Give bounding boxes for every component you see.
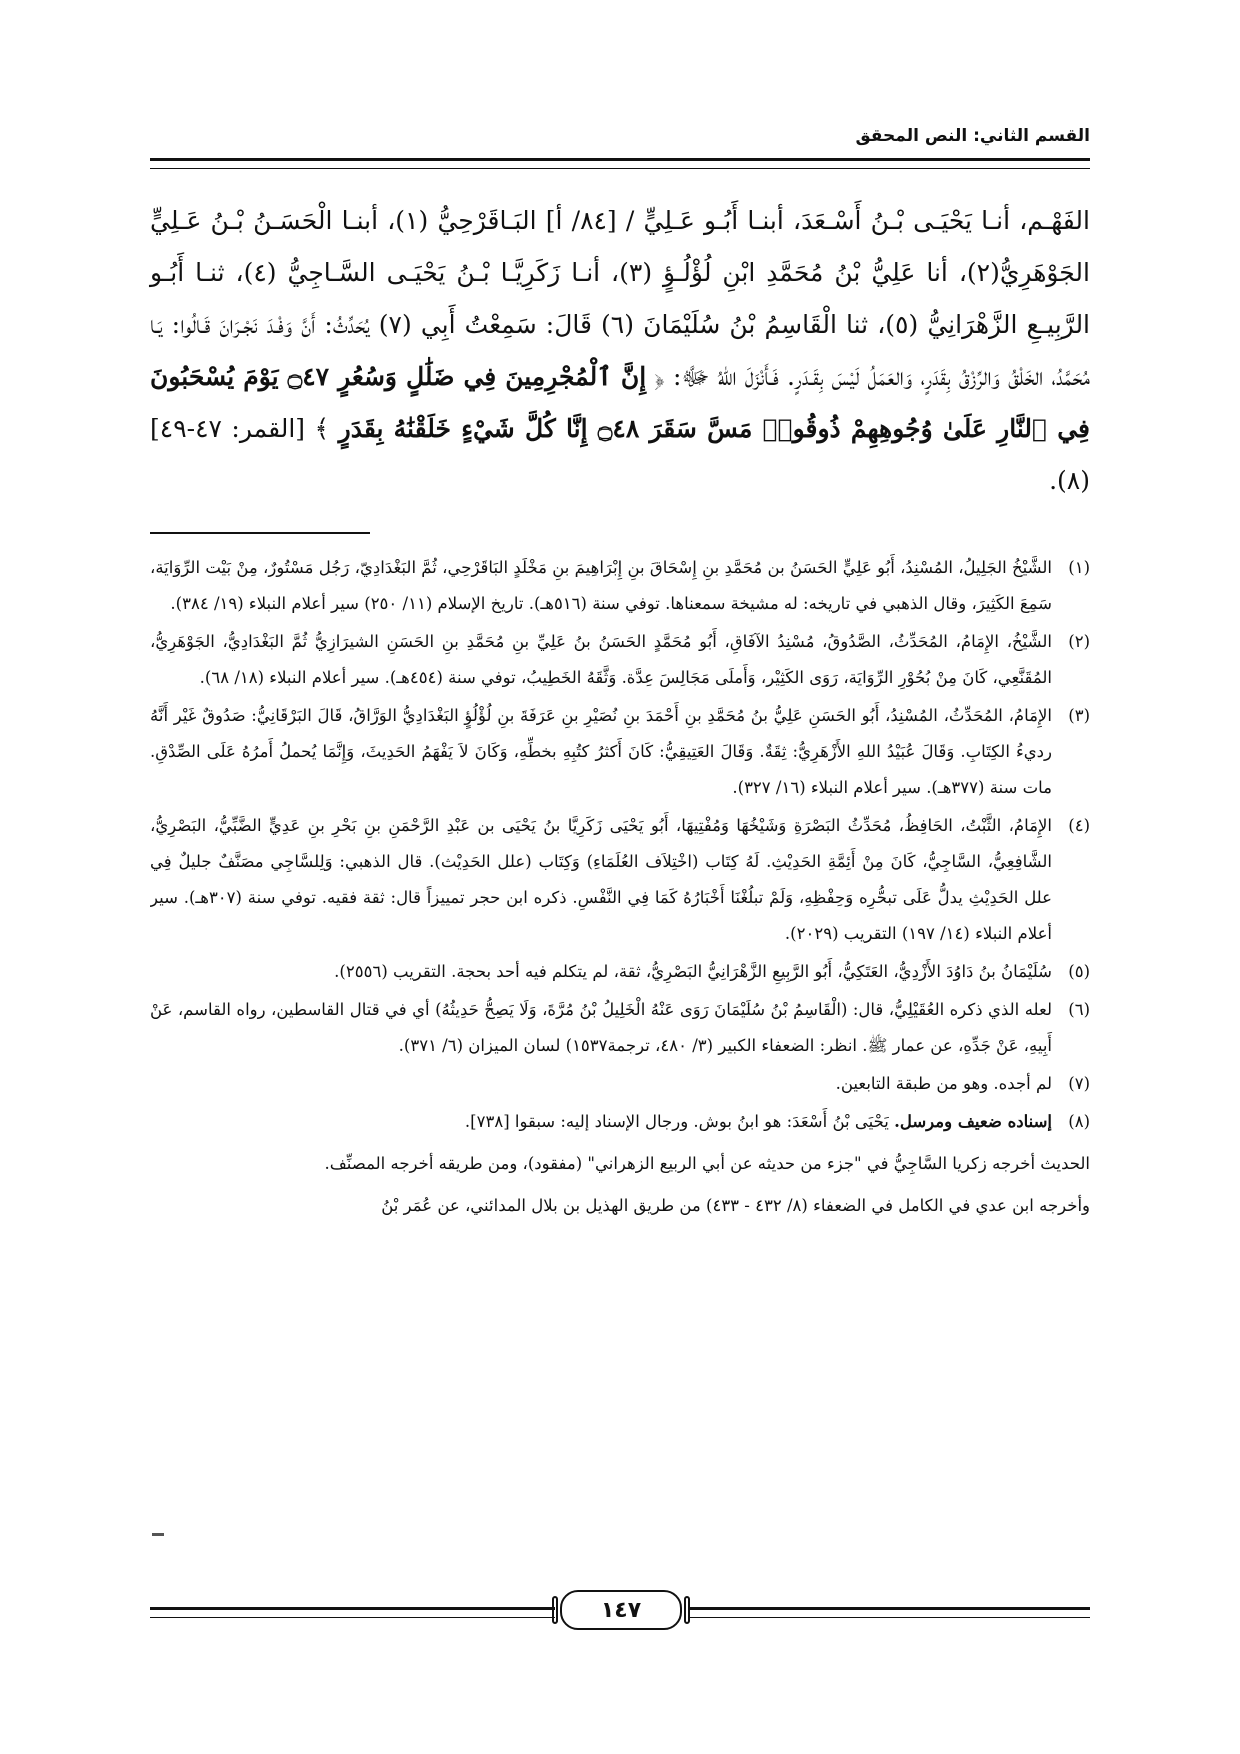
header-divider — [150, 158, 1090, 169]
continuation-dash — [152, 1533, 164, 1536]
footer-divider-right — [688, 1607, 1090, 1618]
footnote-2 — [150, 624, 1090, 696]
footnote-5 — [150, 954, 1090, 990]
main-paragraph — [150, 195, 1090, 507]
footnote-text: الشَّيْخُ الجَلِيلُ، المُسْنِدُ، أَبُو عَلِيٍّ الحَسَنُ بن مُحَمَّدِ بنِ إِسْحَاقَ بنِ إِبْرَاهِيمَ بنِ مَخْلَدٍ البَاقَرْحِي، ثُمَّ البَغْدَادِيّ، رَجُل مَسْتُورٌ، مِنْ بَيْت الرِّوَايَة، سَمِعَ الكَثِيرَ، وقال الذهبي في تاريخه: له مشيخة سمعناها. توفي سنة (٥١٦هـ). تاريخ الإسلام (١١/ ٢٥٠) سير أعلام النبلاء (١٩/ ٣٨٤). — [150, 558, 1052, 613]
footnotes — [150, 550, 1090, 1505]
footnote-marker: (٥) — [1068, 962, 1090, 981]
footnote-4 — [150, 808, 1090, 952]
footnote-8 — [150, 1104, 1090, 1140]
section-title: القسم الثاني: النص المحقق — [855, 126, 1090, 146]
footnote-7 — [150, 1066, 1090, 1102]
footnote-marker: (٤) — [1068, 816, 1090, 835]
footnote-text: يَحْيَى بْنُ أَسْعَدَ: هو ابنُ بوش. ورجال الإسناد إليه: سبقوا [٧٣٨]. — [464, 1112, 895, 1131]
footer-divider-left — [150, 1607, 555, 1618]
footnote-text: لعله الذي ذكره العُقَيْلِيُّ، قال: (الْقَاسِمُ بْنُ سُلَيْمَانَ رَوَى عَنْهُ الْخَلِيلُ بْنُ مُرَّةَ، وَلَا يَصِحُّ حَدِيثُهُ) أي في قتال القاسطين، رواه القاسم، عَنْ أَبِيهِ، عَنْ جَدِّهِ، عن عمار ﷺ. انظر: الضعفاء الكبير (٣/ ٤٨٠، ترجمة١٥٣٧) لسان الميزان (٦/ ٣٧١). — [150, 1000, 1052, 1055]
footnote-marker: (٧) — [1068, 1074, 1090, 1093]
footnote-text: الشَّيْخُ، الإِمَامُ، المُحَدِّثُ، الصَّدُوقُ، مُسْنِدُ الآفَاقِ، أَبُو مُحَمَّدٍ الحَسَنُ بنُ عَلِيِّ بنِ مُحَمَّدِ بنِ الحَسَنِ الشيرَازِيُّ ثُمَّ البَغْدَادِيُّ، الجَوْهَرِيُّ، المُقَنَّعِي، كَانَ مِنْ بُحُوْرِ الرِّوَايَة، رَوَى الكَثِيْر، وَأَملَى مَجَالِسَ عِدَّة. وَثَّقَهُ الخَطِيبُ، توفي سنة (٤٥٤هـ). سير أعلام النبلاء (١٨/ ٦٨). — [150, 632, 1052, 687]
footnote-6 — [150, 992, 1090, 1064]
main-paragraph-text: الفَهْـم، أنـا يَحْيَـى بْـنُ أَسْـعَدَ، أبنـا أَبُـو عَـلِيٍّ / [٨٤/ أ] البَـاقَرْحِيُّ (١)، أبنـا الْحَسَـنُ بْـنُ عَـلِيٍّ الجَوْهَرِيُّ(٢)، أنا عَلِيُّ بْنُ مُحَمَّدِ ابْنِ لُؤْلُـؤٍ (٣)، أنـا زَكَرِيَّـا بْـنُ يَحْيَـى السَّـاجِيُّ (٤)، ثنـا أَبُـو الرَّبِيـعِ الزَّهْرَانِيُّ (٥)، ثنا الْقَاسِمُ بْنُ سُلَيْمَانَ (٦) قَالَ: سَمِعْتُ أَبِي (٧) يُحَدِّثُ: أَنَّ وَفْـدَ نَجْـرَانَ قَـالُوا: يَـا مُحَمَّدُ، الخَلْقُ وَالرِّزْقُ بِقَدَرٍ، وَالعَمَلُ لَيْسَ بِقَـدَرٍ. فَـأَنْزَلَ اللهُ ﷻ: ﴿ — [150, 206, 1091, 391]
footnote-marker: (٢) — [1068, 632, 1090, 651]
footnote-separator — [150, 532, 370, 534]
footnote-marker: (٣) — [1068, 706, 1090, 725]
footnote-continuation: الحديث أخرجه زكريا السَّاجِيُّ في "جزء من حديثه عن أبي الربيع الزهراني" (مفقود)، ومن طريقه أخرجه المصنِّف. — [324, 1154, 1090, 1173]
quran-verse: إِنَّ ٱلْمُجْرِمِينَ فِي ضَلَٰلٍ وَسُعُرٍ ۝٤٧ يَوْمَ يُسْحَبُونَ فِي ٱلنَّارِ عَلَىٰ وُجُوهِهِمْ ذُوقُوا۟ مَسَّ سَقَرَ ۝٤٨ إِنَّا كُلَّ شَيْءٍ خَلَقْنَٰهُ بِقَدَرٍ — [150, 362, 1090, 443]
footnote-marker: (١) — [1068, 558, 1090, 577]
footnote-text: لم أجده. وهو من طبقة التابعين. — [835, 1074, 1052, 1093]
footnote-text: سُلَيْمَانُ بنُ دَاوُدَ الأَزْدِيُّ، العَتَكِيُّ، أَبُو الرَّبِيعِ الزَّهْرَانِيُّ البَصْرِيُّ، ثقة، لم يتكلم فيه أحد بحجة. التقريب (٢٥٥٦). — [334, 962, 1052, 981]
page-number-frame — [560, 1590, 682, 1630]
footnote-marker: (٦) — [1068, 1000, 1090, 1019]
footnote-verdict: إسناده ضعيف ومرسل. — [894, 1112, 1052, 1131]
footnote-1 — [150, 550, 1090, 622]
footnote-marker: (٨) — [1068, 1112, 1090, 1131]
footnote-continuation: وأخرجه ابن عدي في الكامل في الضعفاء (٨/ ٤٣٢ - ٤٣٣) من طريق الهذيل بن بلال المدائني، عن عُمَر بْنُ — [381, 1196, 1090, 1215]
page-number: ١٤٧ — [600, 1597, 642, 1623]
footnote-text: الإِمَامُ، المُحَدِّثُ، المُسْنِدُ، أَبُو الحَسَنِ عَلِيُّ بنُ مُحَمَّدِ بنِ أَحْمَدَ بنِ نُصَيْرِ بنِ عَرَفَةَ بنِ لُؤْلُؤٍ البَغْدَادِيُّ الوَرَّاقُ، قَالَ البَرْقَانِيُّ: صَدُوقٌ غَيْر أَنَّهُ رديءُ الكِتَابِ. وَقَالَ عُبَيْدُ اللهِ الأَزْهَرِيُّ: ثِقَةٌ. وَقَالَ العَتِيقِيُّ: كَانَ أَكثرُ كتُبِهِ بخطِّهِ، وَكَانَ لاَ يَفْهَمُ الحَدِيثَ، وَإِنَّمَا يُحملُ أَمرُهُ عَلَى الصِّدْقِ. مات سنة (٣٧٧هـ). سير أعلام النبلاء (١٦/ ٣٢٧). — [150, 706, 1052, 797]
main-text-block — [150, 195, 1090, 507]
footnote-text: الإِمَامُ، الثَّبْتُ، الحَافِظُ، مُحَدِّثُ البَصْرَةِ وَشَيْخُهَا وَمُفْتِيهَا، أَبُو يَحْيَى زَكَرِيَّا بنُ يَحْيَى بن عَبْدِ الرَّحْمَنِ بنِ بَحْرِ بنِ عَدِيٍّ الضَّبِّيُّ، البَصْرِيُّ، الشَّافِعِيُّ، السَّاجِيُّ، كَانَ مِنْ أَئِمَّةِ الحَدِيْثِ. لَهُ كِتَاب (اخْتِلاَف العُلَمَاءِ) وَكِتَاب (علل الحَدِيْث). قال الذهبي: وَلِلسَّاجِي مصَنَّفٌ جليلٌ فِي علل الحَدِيْثِ يدلُّ عَلَى تبحُّرِه وَحِفْظِهِ، وَلَمْ تبلُغْنَا أَخْبَارُهُ كَمَا فِي النَّفْسِ. ذكره ابن حجر تمييزاً قال: ثقة فقيه. توفي سنة (٣٠٧هـ). سير أعلام النبلاء (١٤/ ١٩٧) التقريب (٢٠٢٩). — [150, 816, 1052, 943]
footnote-3 — [150, 698, 1090, 806]
verse-reference: ﴾ [القمر: ٤٧-٤٩] (٨). — [150, 414, 1090, 495]
